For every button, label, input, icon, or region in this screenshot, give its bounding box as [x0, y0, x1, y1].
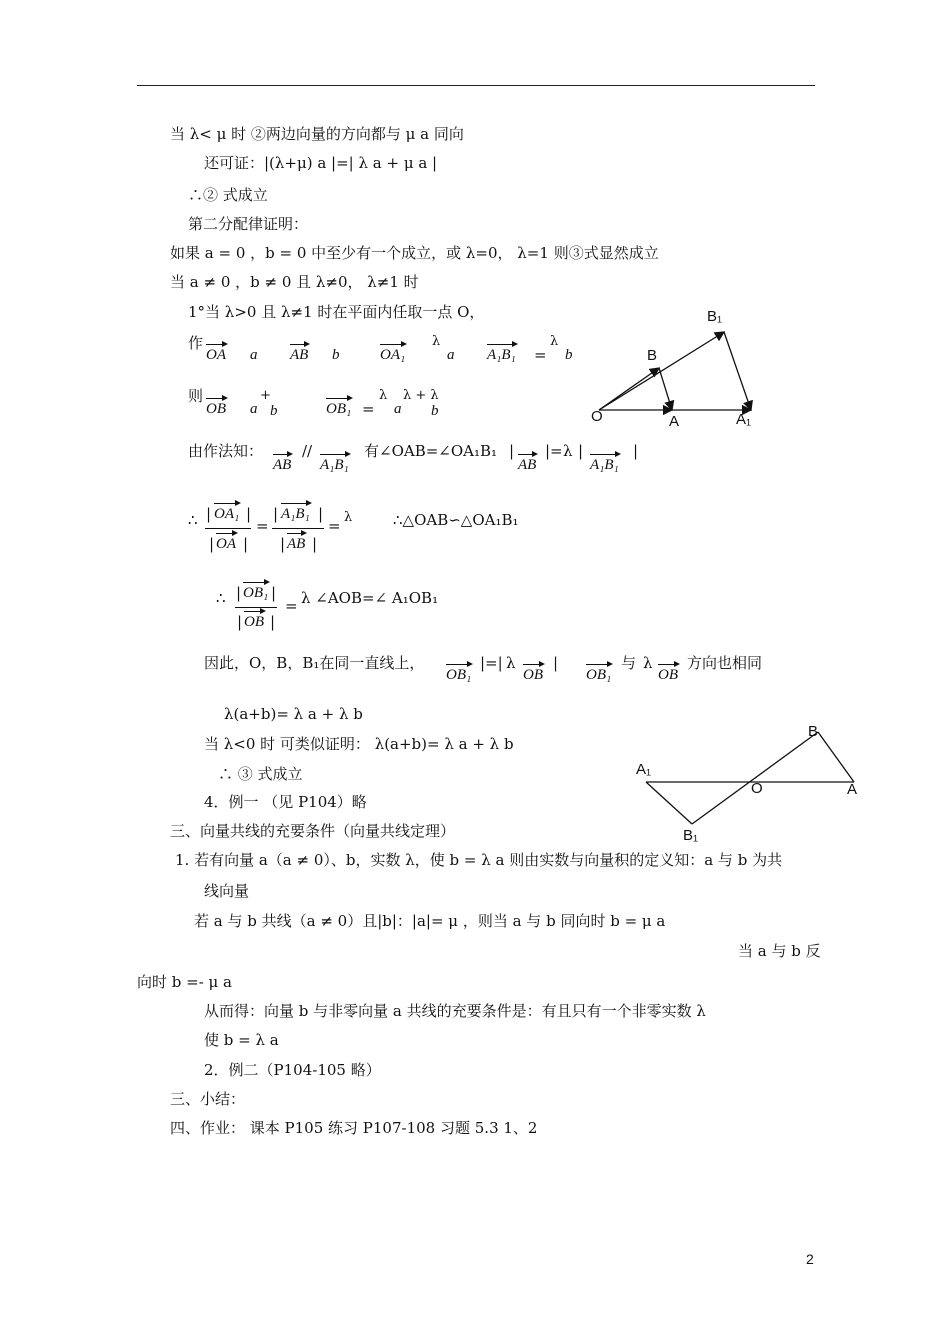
lambda: λ [432, 334, 441, 349]
vector-A1B1: A₁B₁ [281, 506, 310, 522]
equals: = [534, 346, 547, 364]
label-B: B [808, 723, 819, 740]
text-line: 当 λ< μ 时 ②两边向量的方向都与 μ a 同向 [170, 125, 464, 143]
vector-b: b [431, 403, 439, 419]
text-line: 2．例二（P104-105 略） [204, 1061, 381, 1079]
lambda: λ [506, 654, 516, 672]
vector-a: a [394, 401, 402, 417]
label-O: O [591, 408, 603, 425]
bar: |= [545, 442, 563, 460]
therefore: ∴ [188, 511, 198, 529]
equals: = [362, 400, 375, 418]
bar: | [280, 535, 286, 553]
vector-b: b [270, 403, 278, 419]
vector-A1B1: A₁B₁ [487, 347, 516, 363]
lambda: λ [379, 388, 388, 403]
vector-AB: AB [518, 457, 537, 473]
vector-OB: OB [244, 614, 264, 630]
vector-OB: OB [658, 667, 678, 683]
text-line: 1°当 λ>0 且 λ≠1 时在平面内任取一点 O， [188, 303, 485, 321]
equals: = [328, 517, 341, 535]
vector-a: a [250, 401, 258, 417]
vector-b: b [332, 347, 340, 363]
bar: | [236, 584, 242, 602]
vector-OB: OB [523, 667, 543, 683]
text-line: 若 a 与 b 共线（a ≠ 0）且|b|：|a|= μ ，则当 a 与 b 同向时 b = μ a [194, 912, 666, 930]
header-rule [137, 85, 815, 86]
vector-a: a [447, 347, 455, 363]
vector-OB1: OB₁ [586, 667, 612, 683]
plus: + [260, 388, 271, 403]
lambda: λ [563, 442, 573, 460]
text-line: 当 λ<0 时 可类似证明： λ(a+b)= λ a + λ b [204, 735, 514, 753]
text-line: 4．例一 （见 P104）略 [204, 793, 367, 811]
figure-negative-lambda [630, 718, 870, 848]
lambda: λ [643, 654, 653, 672]
text-line: 使 b = λ a [204, 1031, 279, 1049]
text-line: ∴ ③ 式成立 [218, 765, 303, 783]
text-line: 第二分配律证明： [188, 215, 309, 233]
bar: | [246, 505, 252, 523]
text-line: 当 a ≠ 0 ，b ≠ 0 且 λ≠0， λ≠1 时 [170, 273, 419, 291]
vector-A1B1: A₁B₁ [320, 457, 349, 473]
fraction-line [205, 528, 251, 529]
bar: | [318, 505, 324, 523]
bar: | [237, 613, 243, 631]
figure-similar-triangles [585, 300, 775, 435]
bar: | [206, 505, 212, 523]
text-line: 则 [188, 387, 204, 405]
label-O: O [751, 780, 763, 797]
bar: | [633, 442, 639, 460]
bar: | [243, 535, 249, 553]
bar: | [273, 505, 279, 523]
lambda: λ [344, 510, 353, 525]
text-line: 1. 若有向量 a（a ≠ 0）、b，实数 λ，使 b = λ a 则由实数与向量积的定义知：a 与 b 为共 [175, 851, 783, 869]
vector-b: b [565, 347, 573, 363]
vector-AB: AB [273, 457, 292, 473]
vector-A1B1: A₁B₁ [590, 457, 619, 473]
text-line: 从而得：向量 b 与非零向量 a 共线的充要条件是：有且只有一个非零实数 λ [204, 1002, 706, 1020]
lambda-plus: λ + λ [403, 388, 439, 403]
bar: | [271, 584, 277, 602]
text-line: 向时 b =- μ a [137, 973, 233, 991]
vector-OB1: OB₁ [446, 667, 472, 683]
text-line: 当 a 与 b 反 [738, 942, 821, 960]
text-connector: 与 [621, 654, 637, 672]
vector-OA1: OA₁ [214, 506, 240, 522]
vector-AB: AB [290, 347, 309, 363]
label-A1: A₁ [636, 761, 652, 778]
section-heading: 三、向量共线的充要条件（向量共线定理） [170, 822, 456, 840]
fraction-line [272, 528, 324, 529]
equals: = [256, 517, 269, 535]
text-line: 因此，O，B，B₁在同一直线上， [204, 654, 425, 672]
section-heading: 三、小结： [170, 1090, 246, 1108]
text-line: 方向也相同 [687, 654, 763, 672]
vector-OA1: OA₁ [380, 347, 406, 363]
bar: | [312, 535, 318, 553]
label-B1: B₁ [707, 308, 723, 325]
parallel-sign: // [302, 442, 313, 460]
equals: = [285, 597, 298, 615]
text-line: ∴△OAB∽△OA₁B₁ [393, 511, 519, 529]
vector-OA: OA [216, 536, 236, 552]
label-B: B [647, 347, 658, 364]
label-A: A [669, 413, 680, 430]
label-A: A [847, 781, 858, 798]
vector-OB1: OB₁ [326, 401, 352, 417]
lambda: λ [550, 334, 559, 349]
bar: |=| [480, 654, 503, 672]
bar: | [209, 535, 215, 553]
text-line: λ(a+b)= λ a + λ b [224, 705, 363, 723]
label-B1: B₁ [683, 827, 699, 844]
text-line: 如果 a = 0 ，b = 0 中至少有一个成立，或 λ=0， λ=1 则③式显然成立 [170, 244, 659, 262]
vector-a: a [250, 347, 258, 363]
section-heading: 四、作业： 课本 P105 练习 P107-108 习题 5.3 1、2 [170, 1119, 538, 1137]
bar: | [270, 613, 276, 631]
fraction-line [235, 607, 277, 608]
bar: | [553, 654, 559, 672]
text-line: 还可证：|(λ+μ) a |=| λ a + μ a | [204, 154, 438, 172]
therefore: ∴ [216, 589, 226, 607]
label-A1: A₁ [736, 411, 752, 428]
vector-AB: AB [287, 536, 306, 552]
bar: | [578, 442, 584, 460]
text-line: 有∠OAB=∠OA₁B₁ [364, 442, 498, 460]
text-line: 线向量 [204, 882, 250, 900]
page-number: 2 [806, 1251, 814, 1267]
vector-OB: OB [206, 401, 226, 417]
text-line: ∴② 式成立 [188, 186, 268, 204]
text-line: 由作法知： [188, 442, 264, 460]
vector-OA: OA [206, 347, 226, 363]
vector-OB1: OB₁ [243, 585, 269, 601]
text-line: 作 [188, 334, 204, 352]
bar: | [509, 442, 515, 460]
text-line: λ ∠AOB=∠ A₁OB₁ [301, 589, 439, 607]
